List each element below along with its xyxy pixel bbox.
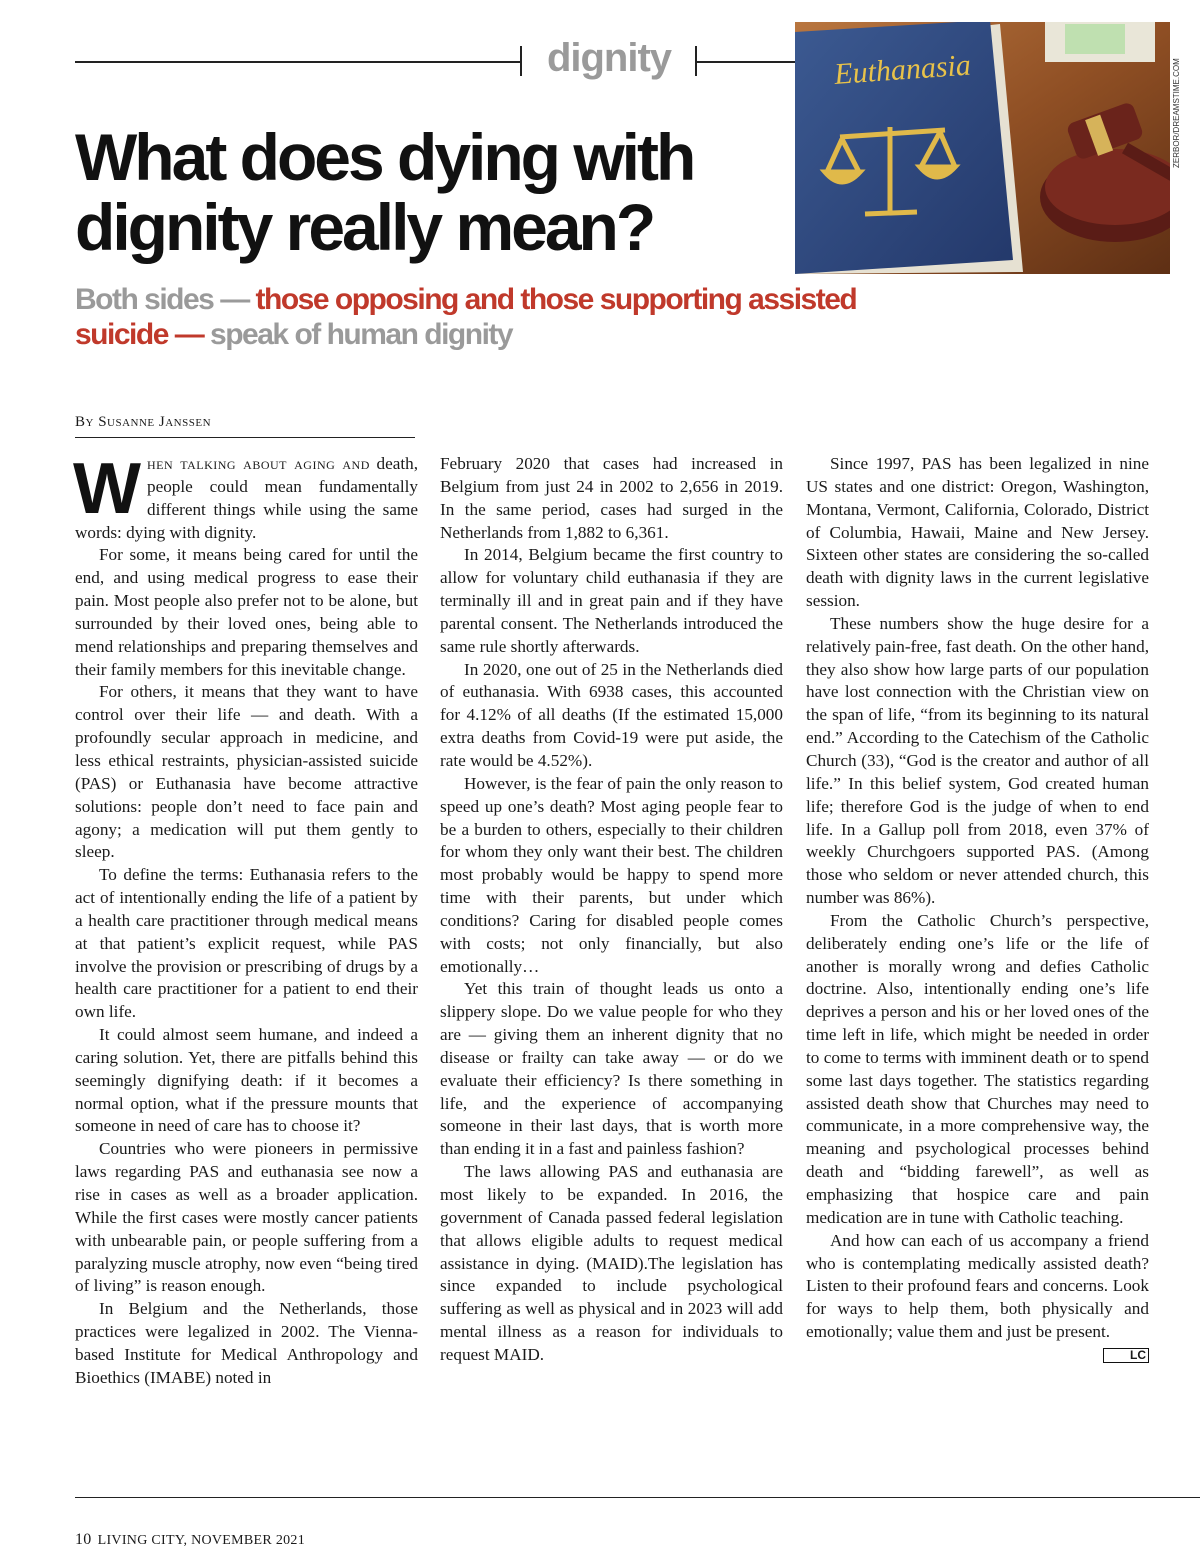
paragraph: Countries who were pioneers in permissive laws regarding PAS and euthanasia see now a rise in cases as well as a broader application. While the first cases were mostly cancer patients with unbearable pain, or people suffering from a paralyzing muscle atrophy, now even “being tired of living” is reason enough. xyxy=(75,1139,418,1296)
closing-text: And how can each of us accompany a friend who is contemplating medically assisted death? Listen to their profound fears and concerns. Look for ways to help them, both physically and emotionally; value them and just be present. xyxy=(806,1230,1149,1342)
paragraph: For some, it means being cared for until the end, and using medical progress to ease their pain. Most people also prefer not to be alone, but surrounded by their loved ones, being able to mend relationships and preparing themselves and their family members for this inevitable change. xyxy=(75,545,418,679)
photo-credit: ZERBOR/DREAMSTIME.COM xyxy=(1172,58,1181,168)
end-mark-logo: LC xyxy=(1103,1348,1149,1363)
paragraph: In 2014, Belgium became the first country to allow for voluntary child euthanasia if they are terminally ill and in great pain and if they have parental consent. The Netherlands introduced the same rule shortly afterwards. xyxy=(440,545,783,656)
page-number: 10 xyxy=(75,1531,92,1548)
book-title-text: Euthanasia xyxy=(833,48,972,91)
header-tick-left xyxy=(520,46,522,76)
column-3 xyxy=(806,453,1149,1363)
article-photo xyxy=(795,22,1170,274)
byline: By Susanne Janssen xyxy=(75,414,212,430)
paragraph: From the Catholic Church’s perspective, deliberately ending one’s life or the life of another is morally wrong and defies Catholic doctrine. Also, intentionally ending one’s life deprives a person and his or her loved ones of the time left in life, which might be needed in order to come to terms with imminent death or to spend some last days together. The statistics regarding assisted death show that Churches may need to communicate, in a more comprehensive way, the meaning and psychological processes behind death and “bidding farewell”, as well as emphasizing that hospice care and pain medication are in tune with Catholic teaching. xyxy=(806,910,1149,1227)
paragraph: However, is the fear of pain the only reason to speed up one’s death? Most aging people fear to be a burden to others, especially to their children for whom they only want their best. The children most probably would be happy to spend more time with their parents, but under which conditions? Caring for disabled people comes with costs; not only financially, but also emotionally… xyxy=(440,773,783,976)
column-1 xyxy=(73,449,418,1390)
deck-part-1: Both sides — xyxy=(75,283,256,316)
paragraph: In Belgium and the Netherlands, those practices were legalized in 2002. The Vienna-based Institute for Medical Anthropology and Bioethics (IMABE) noted in xyxy=(75,1299,418,1387)
deck-part-3: speak of human dignity xyxy=(210,318,513,351)
column-2 xyxy=(440,453,783,1367)
paragraph-continued: February 2020 that cases had increased in Belgium from just 24 in 2002 to 2,656 in 2019. In the same period, cases had surged in the Netherlands from 1,882 to 6,361. xyxy=(440,454,783,542)
paragraph: Yet this train of thought leads us onto a slippery slope. Do we value people for who they are — giving them an inherent dignity that no disease or frailty can take away — or do we evaluate their efficiency? Is there something in life, and the experience of accompanying someone in their last days, that is worth more than ending it in a fast and painless fashion? xyxy=(440,979,783,1159)
paragraph: These numbers show the huge desire for a relatively pain-free, fast death. On the other hand, they also show how large parts of our population have lost connection with the Christian view on the span of life, “from its beginning to its natural end.” According to the Catechism of the Catholic Church (33), “God is the creator and author of all life.” In this belief system, God created human life; therefore God is the judge of when to end life. In a Gallup poll from 2018, even 37% of weekly Churchgoers supported PAS. (Among those who seldom or never attended church, this number was 86%). xyxy=(806,613,1149,908)
paragraph: In 2020, one out of 25 in the Netherlands died of euthanasia. With 6938 cases, this accounted for 4.12% of all deaths (If the estimated 15,000 extra deaths from Covid-19 were put aside, the rate would be 4.52%). xyxy=(440,659,783,770)
footer-rule xyxy=(75,1497,1200,1498)
byline-rule xyxy=(75,437,415,438)
headline: What does dying with dignity really mean? xyxy=(75,120,694,264)
paragraph: Since 1997, PAS has been legalized in nine US states and one district: Oregon, Washington, Montana, Vermont, California, Colorado, District of Columbia, Hawaii, Maine and New Jersey. Sixteen other states are considering the so-called death with dignity laws in the current legislative session. xyxy=(806,454,1149,611)
header-rule-left xyxy=(75,61,521,63)
paragraph: The laws allowing PAS and euthanasia are most likely to be expanded. In 2016, the government of Canada passed federal legislation that allows eligible adults to request medical assistance in dying. (MAID).The legislation has since expanded to include psychological suffering as well as physical and in 2023 will add mental illness as a reason for individuals to request MAID. xyxy=(440,1162,783,1364)
paragraph: It could almost seem humane, and indeed a caring solution. Yet, there are pitfalls behind this seemingly dignifying death: if it becomes a normal option, what if the pressure mounts that someone in need of care has to choose it? xyxy=(75,1025,418,1136)
deck-part-2: those opposing and those supporting assisted suicide — xyxy=(75,283,857,351)
publication-line: LIVING CITY, NOVEMBER 2021 xyxy=(97,1533,306,1548)
deck xyxy=(75,282,935,352)
page-footer xyxy=(75,1531,305,1549)
lead-rest: death, people could mean fundamentally different things while using the same words: dying with dignity. xyxy=(75,454,418,542)
paragraph: For others, it means that they want to have control over their life — and death. With a profoundly secular approach in medicine, and less ethical restraints, physician-assisted suicide (PAS) or Euthanasia have become attractive solutions: people don’t need to face pain and agony; a medication will put them gently to sleep. xyxy=(75,682,418,862)
paragraph: To define the terms: Euthanasia refers to the act of intentionally ending the life of a patient by a health care practitioner through medical means at that patient’s explicit request, while PAS involve the provision or prescribing of drugs by a health care practitioner for a patient to end their own life. xyxy=(75,865,418,1022)
drop-cap: W xyxy=(73,449,141,529)
section-tag: dignity xyxy=(546,36,672,80)
lead-smallcaps: hen talking about aging and xyxy=(146,454,370,473)
header-rule-right xyxy=(696,61,796,63)
lead-paragraph xyxy=(73,449,418,544)
closing-paragraph xyxy=(806,1230,1149,1362)
